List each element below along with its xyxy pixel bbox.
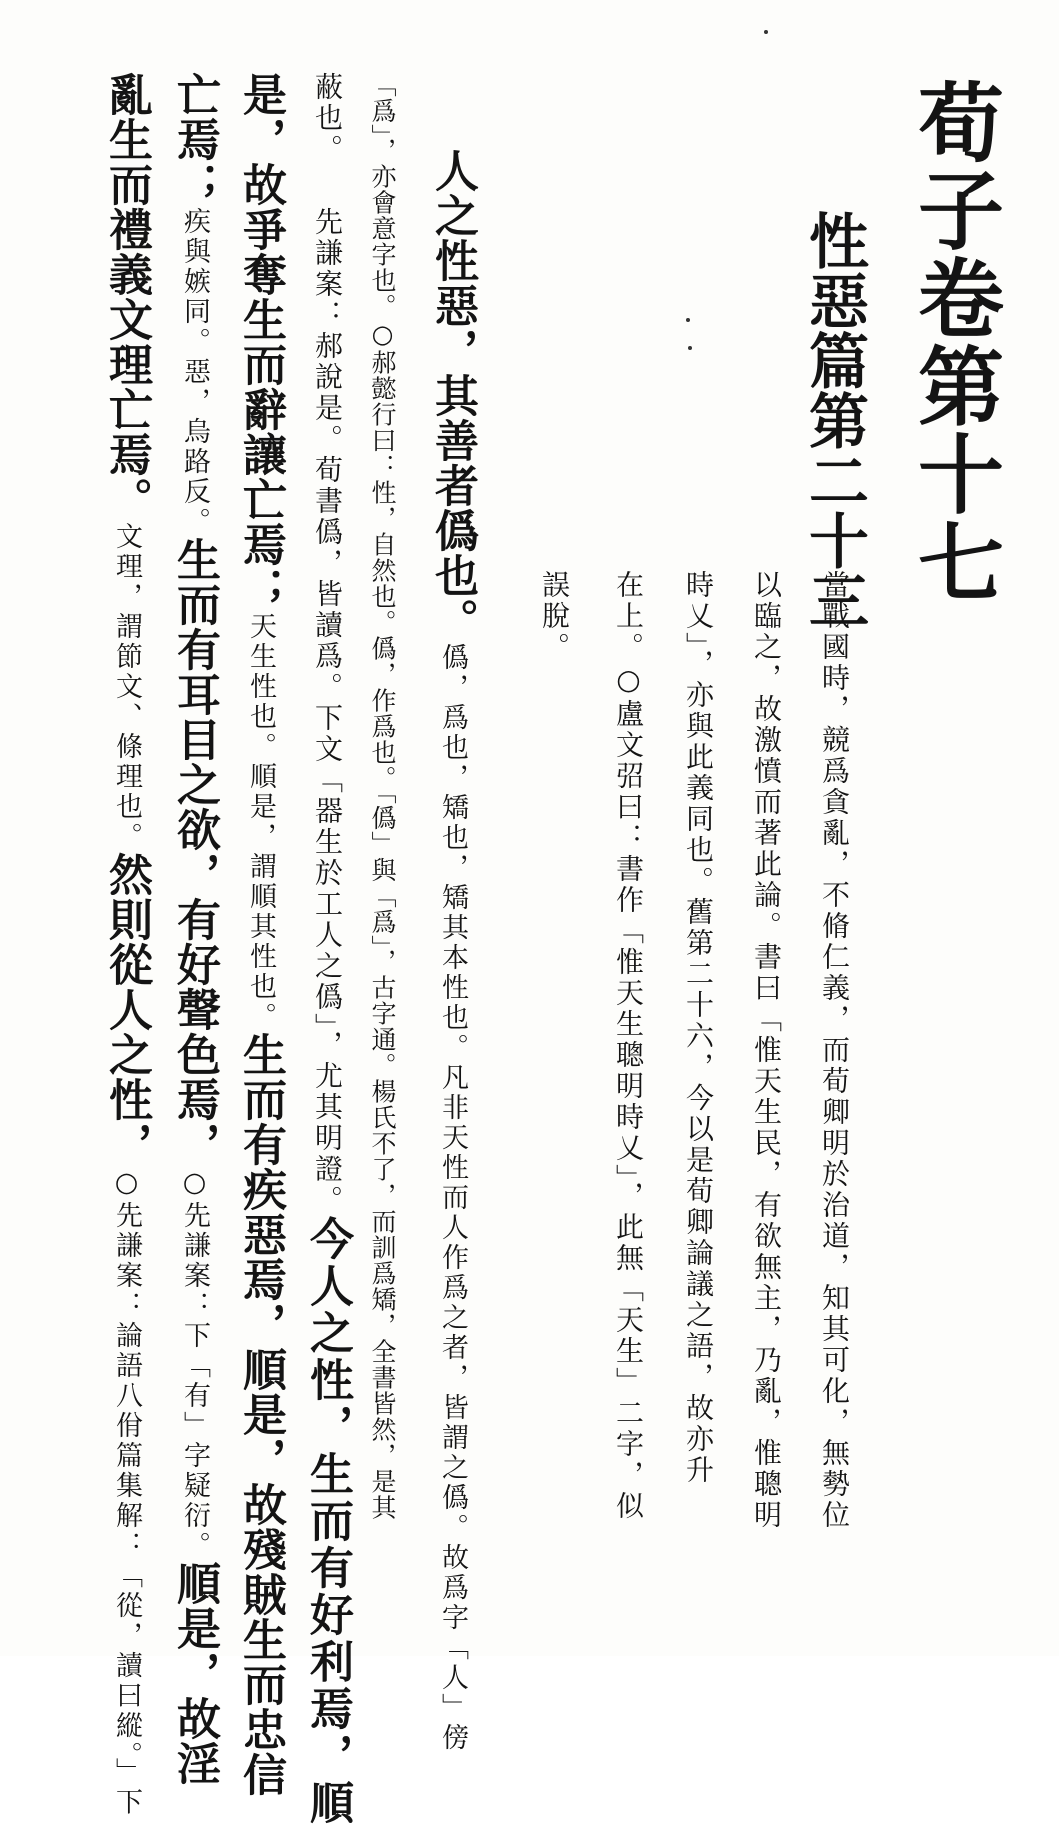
- text-line-5: [169, 72, 220, 1786]
- text-line-1: [427, 148, 478, 1753]
- main-text: 是，故爭奪生而辭讓亡焉；: [235, 72, 286, 612]
- main-text: 今人之性，生而有好利焉，順: [302, 1216, 353, 1827]
- commentary: ○先謙案：論語八佾篇集解：「從，讀曰縱。」下: [111, 1167, 142, 1818]
- commentary: 疾與嫉同。惡，烏路反。: [179, 207, 210, 537]
- commentary: 僞，爲也，矯也，矯其本性也。凡非天性而人作爲之者，皆謂之僞。故爲字「人」傍: [437, 643, 468, 1753]
- main-text: 亡焉；: [169, 72, 220, 207]
- commentary: 先謙案：郝說是。荀書僞，皆讀爲。下文「器生於工人之僞」，尤其明證。: [311, 207, 344, 1216]
- text-line-2: 「爲」，亦會意字也。○郝懿行曰：性，自然也。僞，作爲也。「僞」與「爲」，古字通。楊氏不了，而訓爲矯，全書皆然，是其: [368, 72, 397, 1521]
- main-text: 人之性惡，其善者僞也。: [427, 148, 478, 643]
- main-text: 順是，故淫: [169, 1561, 220, 1786]
- main-text: 生而有耳目之欲，有好聲色焉，: [169, 537, 220, 1167]
- text-line-6: [101, 72, 152, 1818]
- main-text: 生而有疾惡焉，順是，故殘賊生而忠信: [235, 1032, 286, 1797]
- commentary: 天生性也。順是，謂順其性也。: [245, 612, 276, 1032]
- note-line-3: 時乂」，亦與此義同也。舊第二十六，今以是荀卿論議之語，故亦升: [682, 570, 715, 1486]
- commentary: 文理，謂節文、條理也。: [111, 522, 142, 852]
- scan-speck: [764, 30, 768, 34]
- scan-speck: [688, 346, 692, 350]
- book-title: 荀子卷第十七: [903, 78, 1004, 606]
- text-line-3: [302, 72, 353, 1827]
- commentary: ○先謙案：下「有」字疑衍。: [179, 1167, 210, 1561]
- main-text: 亂生而禮義文理亡焉。: [101, 72, 152, 522]
- main-text: 然則從人之性，: [101, 852, 152, 1167]
- note-line-2: 以臨之，故激憤而著此論。書曰「惟天生民，有欲無主，乃亂，惟聰明: [750, 570, 783, 1531]
- scan-speck: [686, 318, 690, 322]
- note-line-1: 當戰國時，競爲貪亂，不脩仁義，而荀卿明於治道，知其可化，無勢位: [818, 570, 851, 1531]
- chapter-title: 性惡篇第二十三: [799, 210, 869, 630]
- note-line-5: 誤脫。: [538, 570, 571, 663]
- note-line-4: 在上。○盧文弨曰：書作「惟天生聰明時乂」，此無「天生」二字，似: [612, 570, 645, 1522]
- text-line-4: [235, 72, 286, 1797]
- commentary: 蔽也。: [311, 72, 344, 165]
